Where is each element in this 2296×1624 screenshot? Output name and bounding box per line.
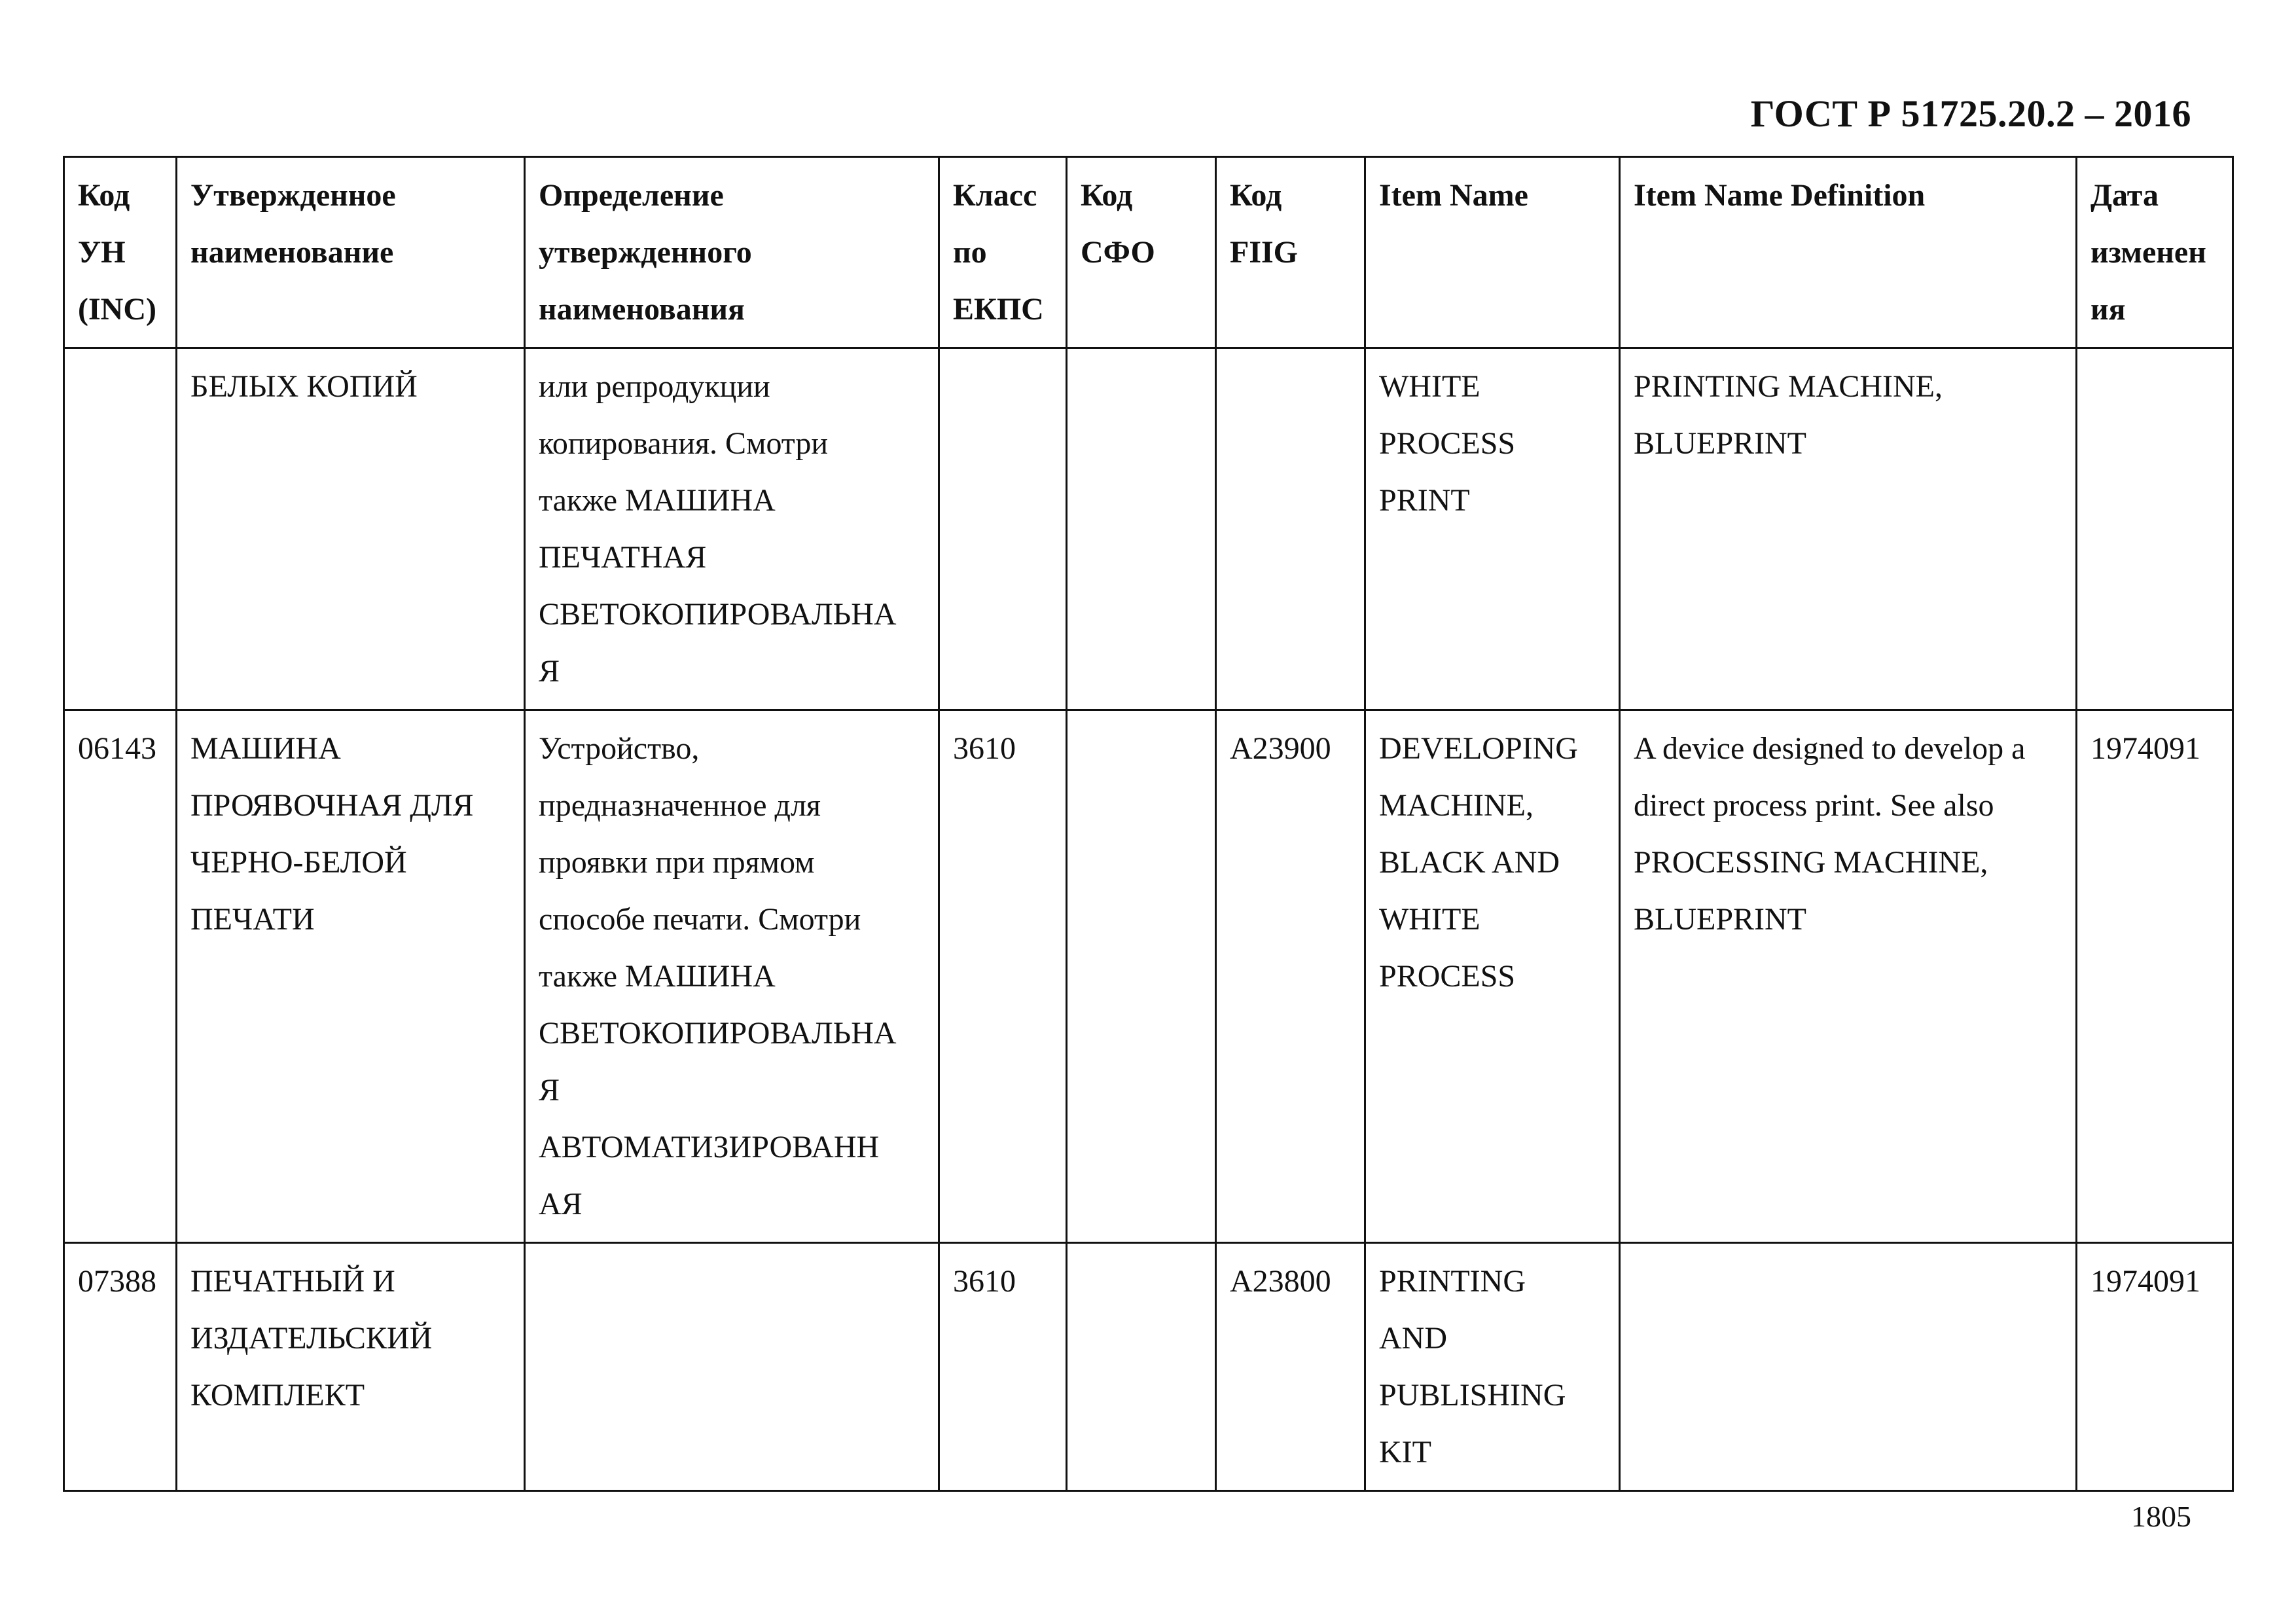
nomenclature-table [63,156,2234,1492]
cell-sfo-code [1067,1243,1216,1491]
cell-change-date [2077,348,2233,710]
cell-approved-name: БЕЛЫХ КОПИЙ [177,348,525,710]
column-header-fiig-code: Код FIIG [1216,157,1365,348]
column-header-name-definition: Определение утвержденного наименования [525,157,939,348]
cell-inc-code: 07388 [64,1243,177,1491]
column-header-item-name: Item Name [1365,157,1620,348]
column-header-sfo-code: Код СФО [1067,157,1216,348]
cell-item-name: PRINTING AND PUBLISHING KIT [1365,1243,1620,1491]
cell-inc-code: 06143 [64,710,177,1243]
cell-ekps-class: 3610 [939,1243,1067,1491]
cell-item-name-definition: A device designed to develop a direct process print. See also PROCESSING MACHINE, BLUEPRINT [1620,710,2077,1243]
cell-fiig-code: A23900 [1216,710,1365,1243]
cell-item-name-definition [1620,1243,2077,1491]
cell-item-name: WHITE PROCESS PRINT [1365,348,1620,710]
cell-definition: или репродукции копирования. Смотри также МАШИНА ПЕЧАТНАЯ СВЕТОКОПИРОВАЛЬНА Я [525,348,939,710]
cell-sfo-code [1067,348,1216,710]
table-row [64,710,2233,1243]
document-header: ГОСТ Р 51725.20.2 – 2016 [1750,92,2191,135]
cell-change-date: 1974091 [2077,710,2233,1243]
cell-definition: Устройство, предназначенное для проявки при прямом способе печати. Смотри также МАШИНА СВЕТОКОПИРОВАЛЬНА Я АВТОМАТИЗИРОВАНН АЯ [525,710,939,1243]
cell-ekps-class [939,348,1067,710]
table-row [64,1243,2233,1491]
column-header-ekps-class: Класс по ЕКПС [939,157,1067,348]
cell-ekps-class: 3610 [939,710,1067,1243]
cell-approved-name: МАШИНА ПРОЯВОЧНАЯ ДЛЯ ЧЕРНО-БЕЛОЙ ПЕЧАТИ [177,710,525,1243]
cell-item-name-definition: PRINTING MACHINE, BLUEPRINT [1620,348,2077,710]
table-row [64,348,2233,710]
table-header-row [64,157,2233,348]
column-header-approved-name: Утвержденное наименование [177,157,525,348]
column-header-inc-code: Код УН (INC) [64,157,177,348]
cell-sfo-code [1067,710,1216,1243]
cell-fiig-code: A23800 [1216,1243,1365,1491]
column-header-change-date: Дата изменен ия [2077,157,2233,348]
cell-item-name: DEVELOPING MACHINE, BLACK AND WHITE PROCESS [1365,710,1620,1243]
cell-inc-code [64,348,177,710]
cell-fiig-code [1216,348,1365,710]
cell-approved-name: ПЕЧАТНЫЙ И ИЗДАТЕЛЬСКИЙ КОМПЛЕКТ [177,1243,525,1491]
cell-change-date: 1974091 [2077,1243,2233,1491]
page-number: 1805 [2131,1500,2191,1533]
column-header-item-name-definition: Item Name Definition [1620,157,2077,348]
cell-definition [525,1243,939,1491]
